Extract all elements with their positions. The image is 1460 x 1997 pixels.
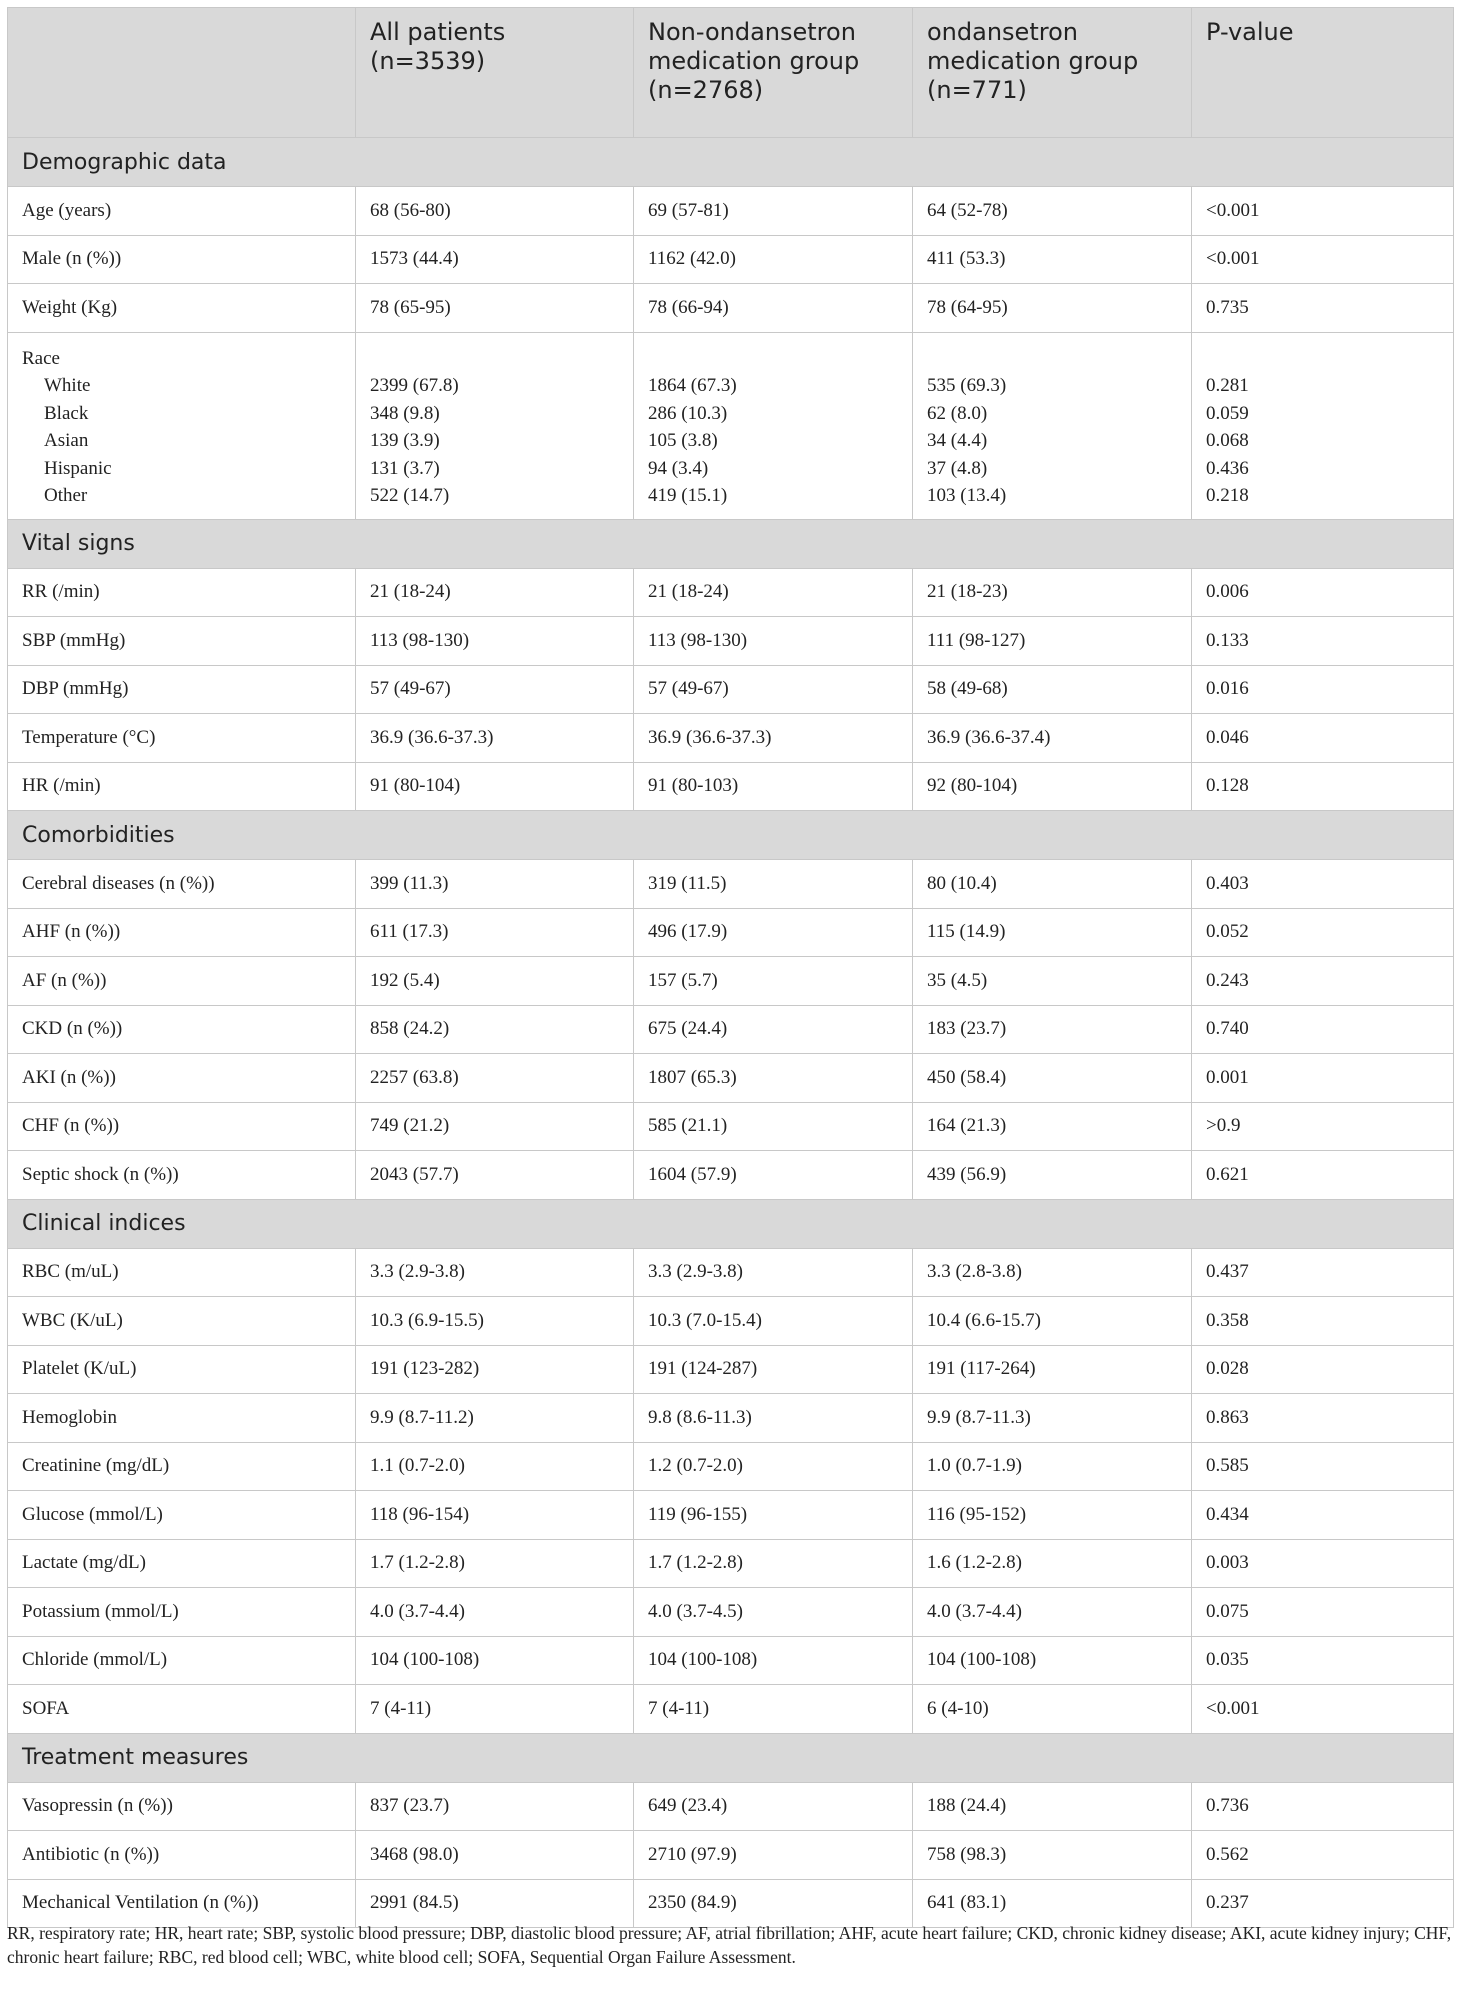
race-category-value: 94 (3.4)	[648, 457, 709, 479]
cell-non-ondansetron: 9.8 (8.6-11.3)	[634, 1394, 913, 1443]
cell-ondansetron: 4.0 (3.7-4.4)	[913, 1588, 1192, 1637]
race-spacer	[370, 345, 619, 373]
race-category-value: 37 (4.8)	[927, 457, 988, 479]
cell-ondansetron: 6 (4-10)	[913, 1685, 1192, 1734]
row-label: Lactate (mg/dL)	[8, 1539, 356, 1588]
section-title: Demographic data	[8, 138, 1454, 187]
cell-all-patients: 78 (65-95)	[356, 284, 634, 333]
race-category-value: 1864 (67.3)	[648, 375, 737, 396]
cell-non-ondansetron: 1.7 (1.2-2.8)	[634, 1539, 913, 1588]
cell-ondansetron: 92 (80-104)	[913, 762, 1192, 811]
cell-p-value: 0.434	[1192, 1491, 1454, 1540]
table-row	[8, 665, 1454, 714]
cell-all-patients: 192 (5.4)	[356, 957, 634, 1006]
cell-ondansetron: 641 (83.1)	[913, 1879, 1192, 1928]
race-category-value: 535 (69.3)	[927, 375, 1007, 396]
header-cell-p-value: P-value	[1192, 8, 1454, 138]
row-label: Antibiotic (n (%))	[8, 1831, 356, 1880]
cell-p-value: 0.133	[1192, 617, 1454, 666]
row-label: Vasopressin (n (%))	[8, 1782, 356, 1831]
race-spacer	[648, 345, 898, 373]
cell-p-value: 0.358	[1192, 1297, 1454, 1346]
cell-all-patients: 858 (24.2)	[356, 1005, 634, 1054]
section-title: Vital signs	[8, 519, 1454, 568]
row-label: WBC (K/uL)	[8, 1297, 356, 1346]
cell-p-value: 0.243	[1192, 957, 1454, 1006]
table-body	[8, 138, 1454, 1928]
row-label: Glucose (mmol/L)	[8, 1491, 356, 1540]
header-cell-ondansetron: ondansetron medication group (n=771)	[913, 8, 1192, 138]
row-label: Mechanical Ventilation (n (%))	[8, 1879, 356, 1928]
cell-p-value: 0.028	[1192, 1345, 1454, 1394]
cell-p-value: 0.237	[1192, 1879, 1454, 1928]
cell-non-ondansetron: 57 (49-67)	[634, 665, 913, 714]
row-label: Creatinine (mg/dL)	[8, 1442, 356, 1491]
cell-p-value: <0.001	[1192, 235, 1454, 284]
table-row	[8, 1491, 1454, 1540]
cell-p-value: 0.740	[1192, 1005, 1454, 1054]
cell-all-patients: 2043 (57.7)	[356, 1151, 634, 1200]
section-header-row	[8, 519, 1454, 568]
row-label: Weight (Kg)	[8, 284, 356, 333]
race-category-value: 103 (13.4)	[927, 485, 1007, 506]
cell-non-ondansetron: 675 (24.4)	[634, 1005, 913, 1054]
cell-ondansetron: 116 (95-152)	[913, 1491, 1192, 1540]
cell-all-patients: 399 (11.3)	[356, 860, 634, 909]
cell-non-ondansetron: 36.9 (36.6-37.3)	[634, 714, 913, 763]
race-label: Race	[22, 347, 60, 369]
row-label: Age (years)	[8, 187, 356, 236]
row-label: AHF (n (%))	[8, 908, 356, 957]
table-row	[8, 1054, 1454, 1103]
cell-ondansetron: 35 (4.5)	[913, 957, 1192, 1006]
section-header-row	[8, 811, 1454, 860]
row-label: CHF (n (%))	[8, 1102, 356, 1151]
header-cell-non-ondansetron: Non-ondansetron medication group (n=2768)	[634, 8, 913, 138]
cell-all-patients	[356, 332, 634, 519]
baseline-characteristics-table-container	[7, 7, 1453, 1928]
table-row	[8, 714, 1454, 763]
cell-ondansetron: 36.9 (36.6-37.4)	[913, 714, 1192, 763]
race-category-value: 2399 (67.8)	[370, 375, 459, 396]
race-category-value: 286 (10.3)	[648, 402, 728, 424]
row-label: Hemoglobin	[8, 1394, 356, 1443]
cell-non-ondansetron: 1807 (65.3)	[634, 1054, 913, 1103]
cell-all-patients: 36.9 (36.6-37.3)	[356, 714, 634, 763]
cell-ondansetron: 111 (98-127)	[913, 617, 1192, 666]
table-row	[8, 908, 1454, 957]
cell-non-ondansetron: 2710 (97.9)	[634, 1831, 913, 1880]
cell-p-value	[1192, 332, 1454, 519]
race-category-value: 0.436	[1206, 457, 1249, 479]
cell-all-patients: 104 (100-108)	[356, 1636, 634, 1685]
cell-all-patients: 1.7 (1.2-2.8)	[356, 1539, 634, 1588]
cell-ondansetron: 3.3 (2.8-3.8)	[913, 1248, 1192, 1297]
table-row	[8, 1636, 1454, 1685]
cell-all-patients: 1573 (44.4)	[356, 235, 634, 284]
row-label: RR (/min)	[8, 568, 356, 617]
race-spacer	[927, 345, 1177, 373]
table-row	[8, 1685, 1454, 1734]
cell-non-ondansetron: 496 (17.9)	[634, 908, 913, 957]
cell-all-patients: 4.0 (3.7-4.4)	[356, 1588, 634, 1637]
race-category-value: 348 (9.8)	[370, 402, 440, 424]
cell-ondansetron: 10.4 (6.6-15.7)	[913, 1297, 1192, 1346]
cell-all-patients: 2257 (63.8)	[356, 1054, 634, 1103]
cell-p-value: 0.736	[1192, 1782, 1454, 1831]
race-category-label: Black	[44, 402, 89, 424]
cell-p-value: 0.001	[1192, 1054, 1454, 1103]
race-category-value: 0.059	[1206, 402, 1249, 424]
cell-all-patients: 9.9 (8.7-11.2)	[356, 1394, 634, 1443]
cell-ondansetron: 104 (100-108)	[913, 1636, 1192, 1685]
row-label: RBC (m/uL)	[8, 1248, 356, 1297]
cell-non-ondansetron: 7 (4-11)	[634, 1685, 913, 1734]
cell-p-value: <0.001	[1192, 1685, 1454, 1734]
cell-all-patients: 749 (21.2)	[356, 1102, 634, 1151]
section-header-row	[8, 1199, 1454, 1248]
table-row	[8, 1297, 1454, 1346]
header-cell-all-patients: All patients (n=3539)	[356, 8, 634, 138]
cell-non-ondansetron: 157 (5.7)	[634, 957, 913, 1006]
cell-non-ondansetron: 4.0 (3.7-4.5)	[634, 1588, 913, 1637]
cell-p-value: 0.052	[1192, 908, 1454, 957]
race-category-value: 105 (3.8)	[648, 430, 718, 451]
table-row	[8, 1102, 1454, 1151]
cell-all-patients: 68 (56-80)	[356, 187, 634, 236]
race-row	[8, 332, 1454, 519]
race-category-label: White	[44, 375, 91, 396]
race-category-value: 139 (3.9)	[370, 430, 440, 451]
row-label: DBP (mmHg)	[8, 665, 356, 714]
cell-ondansetron: 9.9 (8.7-11.3)	[913, 1394, 1192, 1443]
cell-non-ondansetron: 10.3 (7.0-15.4)	[634, 1297, 913, 1346]
cell-ondansetron: 78 (64-95)	[913, 284, 1192, 333]
cell-non-ondansetron: 319 (11.5)	[634, 860, 913, 909]
cell-all-patients: 837 (23.7)	[356, 1782, 634, 1831]
cell-non-ondansetron: 69 (57-81)	[634, 187, 913, 236]
cell-non-ondansetron: 104 (100-108)	[634, 1636, 913, 1685]
cell-all-patients: 1.1 (0.7-2.0)	[356, 1442, 634, 1491]
cell-p-value: 0.016	[1192, 665, 1454, 714]
race-category-value: 131 (3.7)	[370, 457, 440, 479]
race-category-label: Hispanic	[44, 457, 112, 479]
cell-p-value: <0.001	[1192, 187, 1454, 236]
table-row	[8, 860, 1454, 909]
row-label: Platelet (K/uL)	[8, 1345, 356, 1394]
table-row	[8, 1248, 1454, 1297]
cell-ondansetron: 80 (10.4)	[913, 860, 1192, 909]
cell-ondansetron: 439 (56.9)	[913, 1151, 1192, 1200]
row-label: Potassium (mmol/L)	[8, 1588, 356, 1637]
cell-all-patients: 21 (18-24)	[356, 568, 634, 617]
row-label: Male (n (%))	[8, 235, 356, 284]
section-title: Comorbidities	[8, 811, 1454, 860]
cell-non-ondansetron: 1604 (57.9)	[634, 1151, 913, 1200]
cell-ondansetron: 58 (49-68)	[913, 665, 1192, 714]
cell-non-ondansetron: 113 (98-130)	[634, 617, 913, 666]
cell-ondansetron: 450 (58.4)	[913, 1054, 1192, 1103]
cell-p-value: 0.437	[1192, 1248, 1454, 1297]
cell-ondansetron: 21 (18-23)	[913, 568, 1192, 617]
cell-all-patients: 7 (4-11)	[356, 1685, 634, 1734]
cell-ondansetron: 115 (14.9)	[913, 908, 1192, 957]
table-row	[8, 1151, 1454, 1200]
cell-p-value: >0.9	[1192, 1102, 1454, 1151]
cell-all-patients: 611 (17.3)	[356, 908, 634, 957]
row-label: SBP (mmHg)	[8, 617, 356, 666]
cell-p-value: 0.403	[1192, 860, 1454, 909]
cell-p-value: 0.863	[1192, 1394, 1454, 1443]
cell-non-ondansetron: 91 (80-103)	[634, 762, 913, 811]
cell-all-patients: 113 (98-130)	[356, 617, 634, 666]
row-label: SOFA	[8, 1685, 356, 1734]
cell-all-patients: 191 (123-282)	[356, 1345, 634, 1394]
cell-p-value: 0.006	[1192, 568, 1454, 617]
race-category-value: 522 (14.7)	[370, 485, 450, 506]
baseline-characteristics-table	[7, 7, 1454, 1928]
section-title: Clinical indices	[8, 1199, 1454, 1248]
cell-non-ondansetron: 191 (124-287)	[634, 1345, 913, 1394]
row-label: HR (/min)	[8, 762, 356, 811]
race-label-cell	[8, 332, 356, 519]
race-spacer	[1206, 345, 1439, 373]
cell-all-patients: 91 (80-104)	[356, 762, 634, 811]
race-category-value: 0.068	[1206, 430, 1249, 451]
cell-ondansetron: 758 (98.3)	[913, 1831, 1192, 1880]
row-label: AF (n (%))	[8, 957, 356, 1006]
table-row	[8, 1442, 1454, 1491]
table-row	[8, 1782, 1454, 1831]
race-category-label: Other	[44, 485, 88, 506]
cell-p-value: 0.075	[1192, 1588, 1454, 1637]
table-row	[8, 1005, 1454, 1054]
row-label: AKI (n (%))	[8, 1054, 356, 1103]
section-title: Treatment measures	[8, 1733, 1454, 1782]
cell-ondansetron: 164 (21.3)	[913, 1102, 1192, 1151]
row-label: Temperature (°C)	[8, 714, 356, 763]
table-row	[8, 1831, 1454, 1880]
table-row	[8, 957, 1454, 1006]
section-header-row	[8, 138, 1454, 187]
table-row	[8, 617, 1454, 666]
cell-p-value: 0.585	[1192, 1442, 1454, 1491]
cell-p-value: 0.035	[1192, 1636, 1454, 1685]
cell-non-ondansetron: 1162 (42.0)	[634, 235, 913, 284]
cell-p-value: 0.735	[1192, 284, 1454, 333]
race-category-label: Asian	[44, 430, 89, 451]
cell-ondansetron: 1.0 (0.7-1.9)	[913, 1442, 1192, 1491]
cell-all-patients: 3468 (98.0)	[356, 1831, 634, 1880]
cell-ondansetron	[913, 332, 1192, 519]
cell-non-ondansetron: 649 (23.4)	[634, 1782, 913, 1831]
cell-p-value: 0.003	[1192, 1539, 1454, 1588]
cell-ondansetron: 64 (52-78)	[913, 187, 1192, 236]
cell-p-value: 0.621	[1192, 1151, 1454, 1200]
cell-non-ondansetron: 585 (21.1)	[634, 1102, 913, 1151]
table-row	[8, 1588, 1454, 1637]
race-category-value: 419 (15.1)	[648, 485, 728, 506]
table-row	[8, 284, 1454, 333]
table-row	[8, 762, 1454, 811]
cell-non-ondansetron: 2350 (84.9)	[634, 1879, 913, 1928]
table-row	[8, 568, 1454, 617]
cell-ondansetron: 411 (53.3)	[913, 235, 1192, 284]
row-label: Cerebral diseases (n (%))	[8, 860, 356, 909]
table-footnote: RR, respiratory rate; HR, heart rate; SBP, systolic blood pressure; DBP, diastolic blood pressure; AF, atrial fibrillation; AHF, acute heart failure; CKD, chronic kidney disease; AKI, acute kidney injury; CHF, chronic heart failure; RBC, red blood cell; WBC, white blood cell; SOFA, Sequential Organ Failure Assessment.	[7, 1923, 1452, 1967]
cell-non-ondansetron	[634, 332, 913, 519]
cell-ondansetron: 188 (24.4)	[913, 1782, 1192, 1831]
table-row	[8, 187, 1454, 236]
row-label: CKD (n (%))	[8, 1005, 356, 1054]
cell-all-patients: 57 (49-67)	[356, 665, 634, 714]
header-row	[8, 8, 1454, 138]
section-header-row	[8, 1733, 1454, 1782]
cell-ondansetron: 1.6 (1.2-2.8)	[913, 1539, 1192, 1588]
cell-p-value: 0.562	[1192, 1831, 1454, 1880]
table-row	[8, 235, 1454, 284]
cell-non-ondansetron: 3.3 (2.9-3.8)	[634, 1248, 913, 1297]
cell-non-ondansetron: 21 (18-24)	[634, 568, 913, 617]
race-category-value: 0.281	[1206, 375, 1249, 396]
cell-non-ondansetron: 1.2 (0.7-2.0)	[634, 1442, 913, 1491]
race-category-value: 62 (8.0)	[927, 402, 988, 424]
cell-p-value: 0.046	[1192, 714, 1454, 763]
cell-all-patients: 3.3 (2.9-3.8)	[356, 1248, 634, 1297]
table-row	[8, 1394, 1454, 1443]
table-row	[8, 1539, 1454, 1588]
cell-all-patients: 10.3 (6.9-15.5)	[356, 1297, 634, 1346]
cell-ondansetron: 191 (117-264)	[913, 1345, 1192, 1394]
cell-p-value: 0.128	[1192, 762, 1454, 811]
cell-all-patients: 2991 (84.5)	[356, 1879, 634, 1928]
cell-all-patients: 118 (96-154)	[356, 1491, 634, 1540]
header-cell-variable	[8, 8, 356, 138]
row-label: Septic shock (n (%))	[8, 1151, 356, 1200]
cell-non-ondansetron: 119 (96-155)	[634, 1491, 913, 1540]
race-category-value: 34 (4.4)	[927, 430, 988, 451]
race-category-value: 0.218	[1206, 485, 1249, 506]
cell-ondansetron: 183 (23.7)	[913, 1005, 1192, 1054]
cell-non-ondansetron: 78 (66-94)	[634, 284, 913, 333]
row-label: Chloride (mmol/L)	[8, 1636, 356, 1685]
table-row	[8, 1345, 1454, 1394]
